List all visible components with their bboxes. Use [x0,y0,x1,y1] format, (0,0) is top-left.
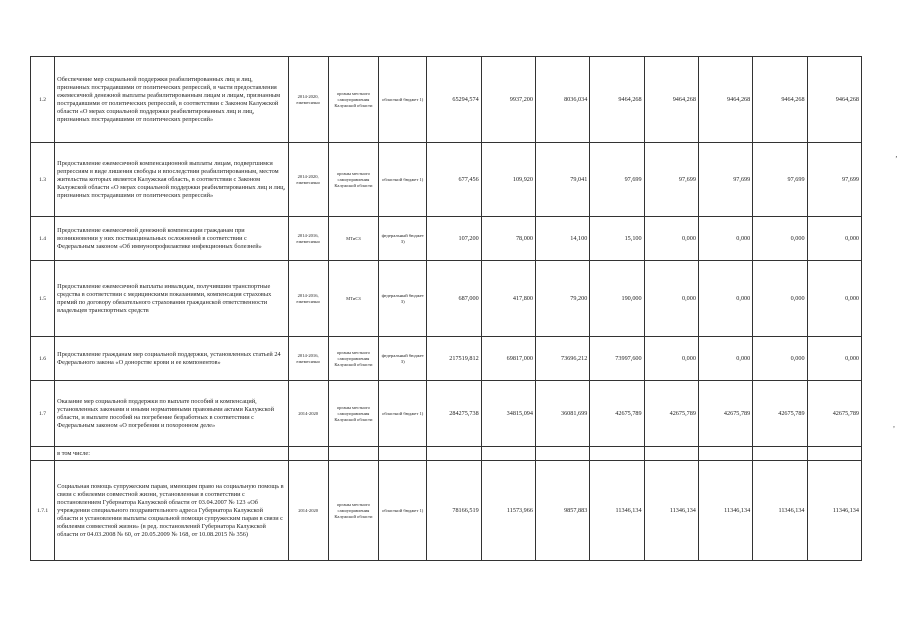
funding-source: областной бюджет 1) [379,57,427,143]
executor [328,447,378,461]
year-amount: 42675,789 [698,381,752,447]
year-amount: 42675,789 [644,381,698,447]
table-row [31,337,862,381]
executor: органы местного самоуправления Калужской области [328,337,378,381]
year-amount: 11346,134 [698,461,752,561]
row-number: 1.4 [31,217,55,261]
year-amount: 0,000 [644,261,698,337]
year-amount: 0,000 [753,261,807,337]
year-amount [590,447,644,461]
year-amount: 417,800 [481,261,535,337]
row-number: 1.6 [31,337,55,381]
funding-source: областной бюджет 1) [379,143,427,217]
year-amount: 79,200 [535,261,589,337]
executor: органы местного самоуправления Калужской области [328,461,378,561]
year-amount: 14,100 [535,217,589,261]
year-amount: 34815,094 [481,381,535,447]
year-amount: 42675,789 [590,381,644,447]
year-amount: 36081,699 [535,381,589,447]
executor: органы местного самоуправления Калужской области [328,381,378,447]
scan-mark-bottom: , [893,420,895,429]
year-amount: 42675,789 [753,381,807,447]
row-number: 1.2 [31,57,55,143]
year-amount [644,447,698,461]
year-amount: 0,000 [807,337,861,381]
year-amount: 9464,268 [698,57,752,143]
year-amount: 11346,134 [807,461,861,561]
execution-period: 2014-2020, ежемесячно [288,57,328,143]
year-amount: 73696,212 [535,337,589,381]
year-amount: 0,000 [807,217,861,261]
year-amount: 97,699 [644,143,698,217]
measure-description: Предоставление ежемесячной компенсационной выплаты лицам, подвергшимся репрессиям в виде лишения свободы и впоследствии реабилитированным, местом жительства которых является Калужская область, в соответствии с Законом Калужской области «О мерах социальной поддержки реабилитированных лиц и лиц, признанных пострадавшими от политических репрессий» [55,143,288,217]
funding-source: областной бюджет 1) [379,461,427,561]
measure-description: Социальная помощь супружеским парам, имеющим право на социальную помощь в связи с юбилеями совместной жизни, установленная в соответствии с постановлением Губернатора Калужской области от 03.04.2007 № 123 «Об учреждении специального поздравительного адреса Губернатора Калужской области и установлении выплаты социальной помощи супружеским парам в связи с юбилеями совместной жизни» (в ред. постановлений Губернатора Калужской области от 04.03.2008 № 60, от 20.05.2009 № 168, от 10.08.2015 № 356) [55,461,288,561]
total-amount: 677,456 [427,143,481,217]
year-amount: 0,000 [753,337,807,381]
table-row [31,143,862,217]
year-amount: 0,000 [807,261,861,337]
execution-period: 2014-2020, ежемесячно [288,143,328,217]
execution-period [288,447,328,461]
year-amount: 97,699 [807,143,861,217]
funding-source: федеральный бюджет 3) [379,337,427,381]
scan-mark-top: ‚ [895,150,898,159]
year-amount: 11346,134 [644,461,698,561]
total-amount: 107,200 [427,217,481,261]
year-amount: 9464,268 [807,57,861,143]
year-amount: 0,000 [698,261,752,337]
year-amount: 9937,200 [481,57,535,143]
execution-period: 2014-2016, ежемесячно [288,217,328,261]
funding-source [379,447,427,461]
funding-source: федеральный бюджет 3) [379,261,427,337]
executor: органы местного самоуправления Калужской области [328,143,378,217]
funding-source: федеральный бюджет 3) [379,217,427,261]
total-amount: 687,000 [427,261,481,337]
table-row [31,381,862,447]
row-number: 1.3 [31,143,55,217]
row-number: 1.7 [31,381,55,447]
table-row [31,261,862,337]
total-amount [427,447,481,461]
measure-description: Предоставление гражданам мер социальной поддержки, установленных статьей 24 Федерального закона «О донорстве крови и ее компонентов» [55,337,288,381]
measure-description: Предоставление ежемесячной денежной компенсации гражданам при возникновении у них поствакцинальных осложнений в соответствии с Федеральным законом «Об иммунопрофилактике инфекционных болезней» [55,217,288,261]
year-amount [698,447,752,461]
year-amount [753,447,807,461]
year-amount: 73997,600 [590,337,644,381]
year-amount [535,447,589,461]
year-amount: 42675,789 [807,381,861,447]
year-amount [807,447,861,461]
year-amount: 97,699 [590,143,644,217]
program-table [30,56,862,561]
table-row [31,57,862,143]
year-amount: 79,041 [535,143,589,217]
table-row [31,217,862,261]
executor: органы местного самоуправления Калужской области [328,57,378,143]
year-amount: 0,000 [698,217,752,261]
year-amount: 109,920 [481,143,535,217]
year-amount: 97,699 [753,143,807,217]
total-amount: 78166,519 [427,461,481,561]
table-body [31,57,862,561]
year-amount [481,447,535,461]
year-amount: 11346,134 [753,461,807,561]
year-amount: 69817,000 [481,337,535,381]
year-amount: 11573,966 [481,461,535,561]
year-amount: 190,000 [590,261,644,337]
year-amount: 0,000 [698,337,752,381]
year-amount: 0,000 [644,217,698,261]
year-amount: 0,000 [644,337,698,381]
table-row [31,447,862,461]
total-amount: 284275,738 [427,381,481,447]
row-number: 1.5 [31,261,55,337]
executor: МТиСЗ [328,217,378,261]
measure-description: в том числе: [55,447,288,461]
execution-period: 2014-2020 [288,381,328,447]
execution-period: 2014-2020 [288,461,328,561]
year-amount: 78,000 [481,217,535,261]
row-number [31,447,55,461]
year-amount: 9464,268 [753,57,807,143]
execution-period: 2014-2016, ежемесячно [288,261,328,337]
table-row [31,461,862,561]
measure-description: Предоставление ежемесячной выплаты инвалидам, получившим транспортные средства в соответствии с медицинскими показаниями, компенсация страховых премий по договору обязательного страхования гражданской ответственности владельцев транспортных средств [55,261,288,337]
executor: МТиСЗ [328,261,378,337]
year-amount: 15,100 [590,217,644,261]
total-amount: 217519,812 [427,337,481,381]
year-amount: 0,000 [753,217,807,261]
measure-description: Оказание мер социальной поддержки по выплате пособий и компенсаций, установленных законами и иными нормативными правовыми актами Калужской области, и выплате пособий на погребение безработных в соответствии с Федеральным законом «О погребении и похоронном деле» [55,381,288,447]
funding-source: областной бюджет 1) [379,381,427,447]
year-amount: 9464,268 [590,57,644,143]
year-amount: 8036,034 [535,57,589,143]
total-amount: 65294,574 [427,57,481,143]
row-number: 1.7.1 [31,461,55,561]
execution-period: 2014-2016, ежемесячно [288,337,328,381]
year-amount: 9857,883 [535,461,589,561]
year-amount: 97,699 [698,143,752,217]
year-amount: 11346,134 [590,461,644,561]
measure-description: Обеспечение мер социальной поддержки реабилитированных лиц и лиц, признанных пострадавшими от политических репрессий, в части предоставления ежемесячной денежной выплаты реабилитированным лицам и лицам, признанным пострадавшими от политических репрессий, в соответствии с Законом Калужской области «О мерах социальной поддержки реабилитированных лиц и лиц, признанных пострадавшими от политических репрессий» [55,57,288,143]
year-amount: 9464,268 [644,57,698,143]
